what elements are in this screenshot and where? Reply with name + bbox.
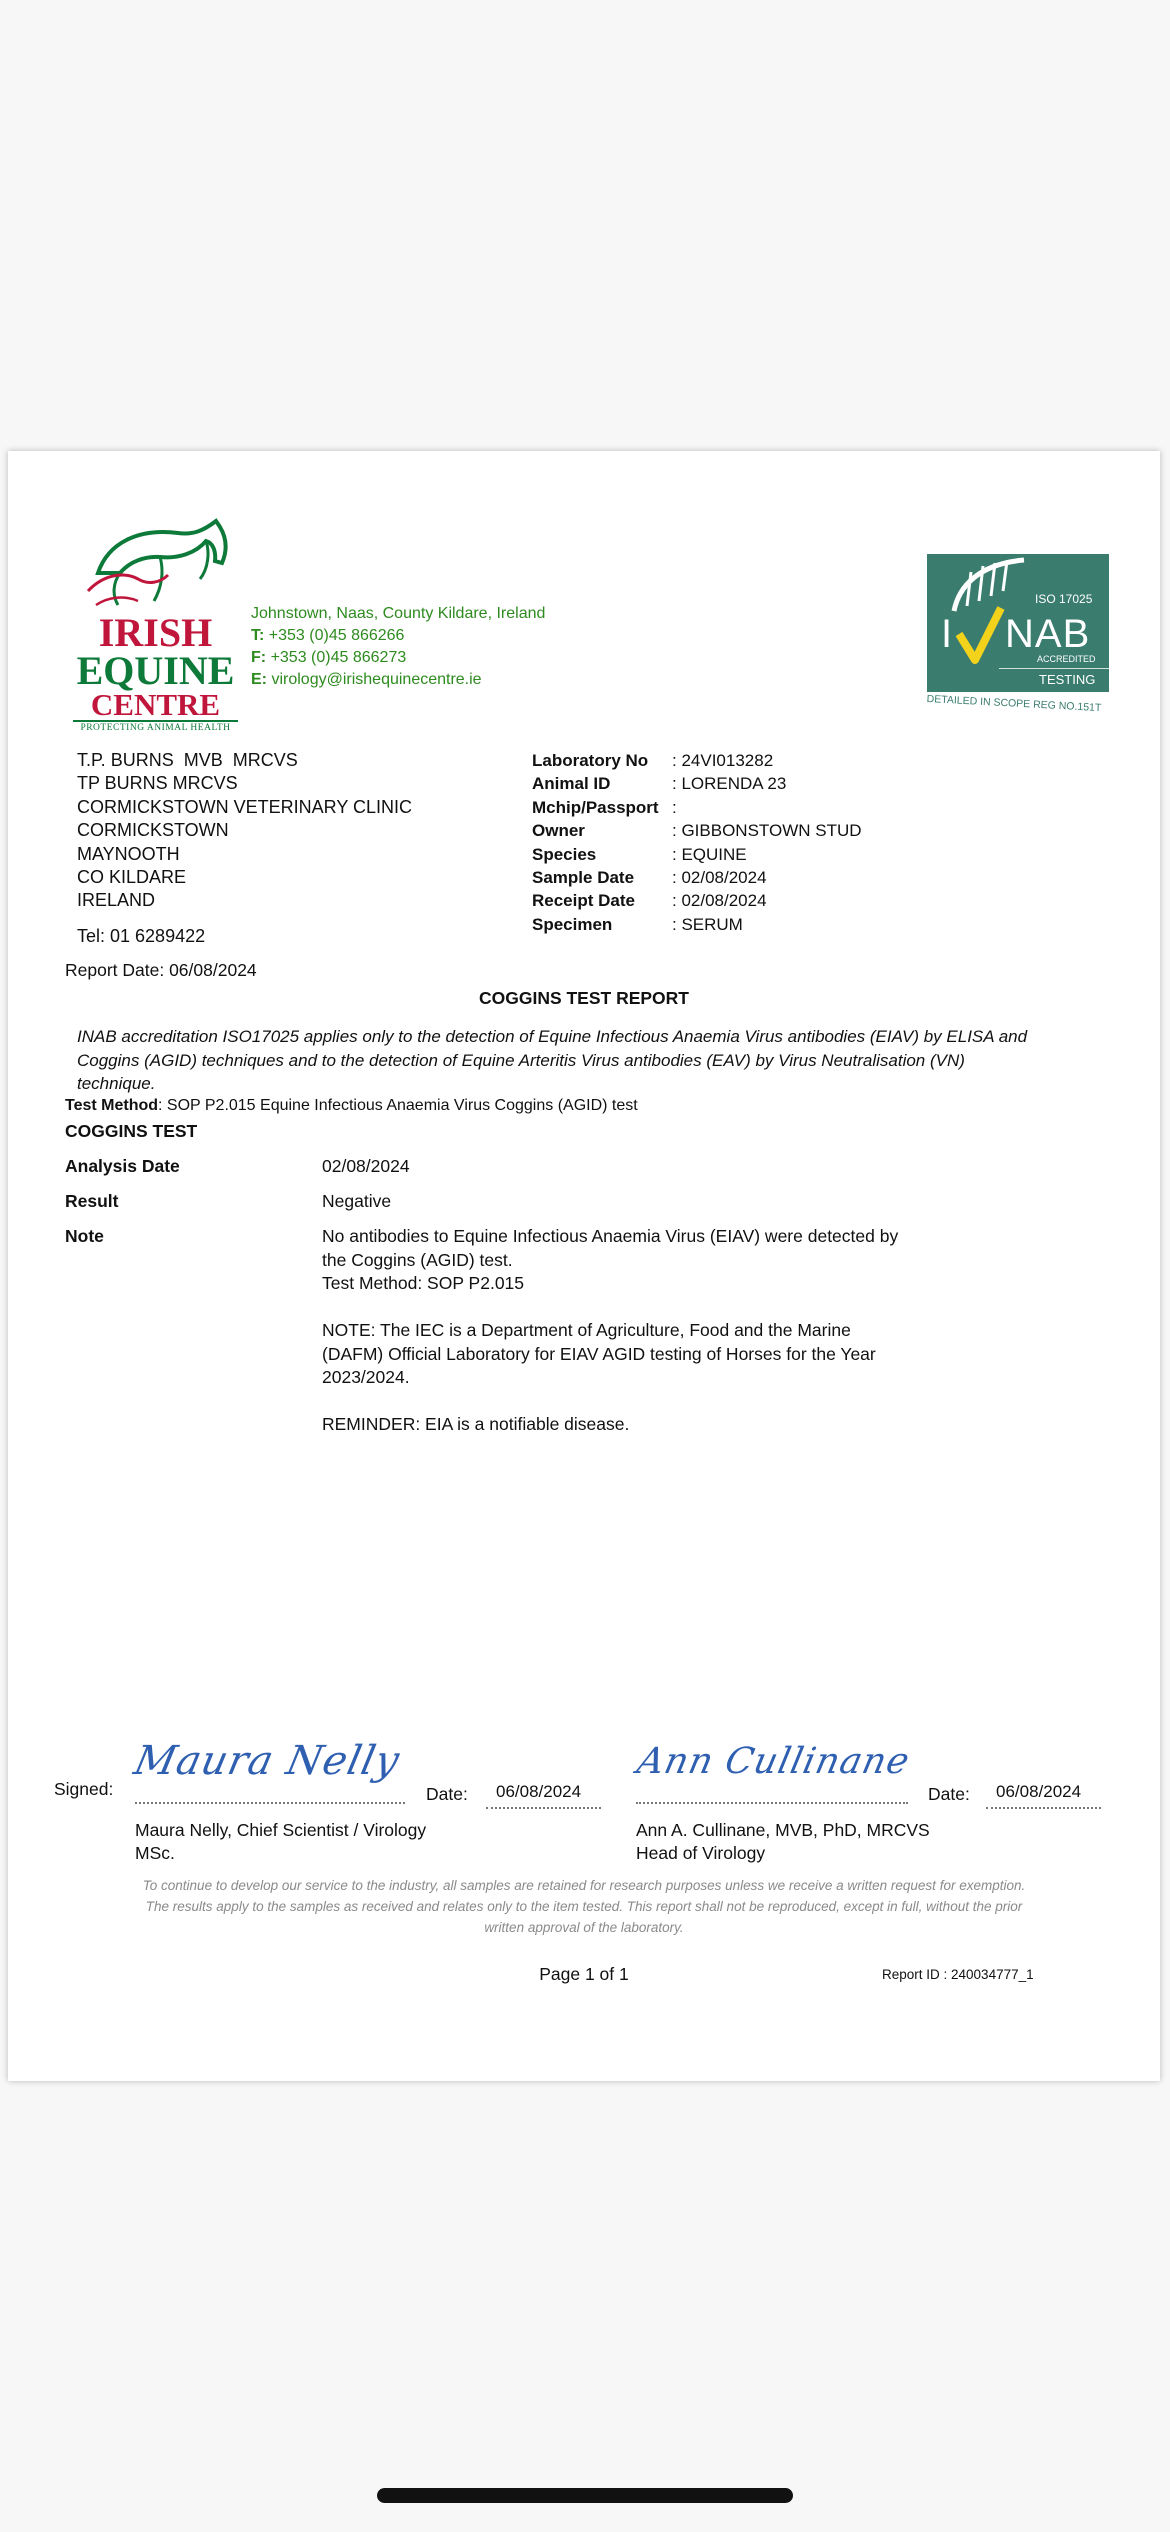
lab-info-label: Receipt Date [532,891,635,911]
inab-badge [926,554,1117,715]
recipient-line: TP BURNS MRCVS [77,773,238,794]
recipient-line: T.P. BURNS MVB MRCVS [77,750,298,770]
disclaimer [48,1875,1120,1938]
logo-irish: IRISH [98,610,213,655]
note-line: the Coggins (AGID) test. [322,1249,513,1270]
test-method-label: Test Method [65,1097,159,1114]
test-method-line [65,1097,638,1115]
recipient-tel: Tel: 01 6289422 [77,925,206,946]
lab-info-row [532,819,862,842]
logo-tagline: PROTECTING ANIMAL HEALTH [80,723,231,733]
analysis-date-label: Analysis Date [65,1156,180,1176]
phone-label: T: [251,627,265,644]
logo-rule [73,720,238,722]
lab-info-value: : SERUM [672,914,743,934]
note-line: 2023/2024. [322,1367,410,1387]
sig2-name: Ann A. Cullinane, MVB, PhD, MRCVS [636,1820,930,1840]
lab-info-row [532,913,862,936]
inab-accredited: ACCREDITED [1037,654,1096,664]
sig2-date-line [986,1807,1101,1809]
home-indicator[interactable] [377,2488,793,2503]
lab-info-value: : EQUINE [672,844,747,864]
lab-info-value: : 02/08/2024 [672,891,767,911]
sig1-name: Maura Nelly, Chief Scientist / Virology [135,1820,427,1840]
lab-info-label: Mchip/Passport [532,797,659,817]
lab-info-value: : GIBBONSTOWN STUD [672,821,862,841]
report-date: Report Date: 06/08/2024 [65,960,257,980]
lab-info-row [532,889,862,912]
result-label: Result [65,1191,119,1211]
fax-label: F: [251,649,267,666]
report-id: Report ID : 240034777_1 [882,1967,1034,1982]
inab-i: I [941,612,953,656]
lab-info-label: Animal ID [532,774,611,794]
sig2-title: Head of Virology [636,1843,766,1863]
contact-phone: +353 (0)45 866266 [268,627,405,644]
sig1-date-line [486,1807,601,1809]
iec-logo [68,513,243,733]
inab-testing-band [999,668,1109,669]
lab-info-row [532,749,862,772]
note-line: NOTE: The IEC is a Department of Agriculture, Food and the Marine [322,1320,851,1340]
sig1-date: 06/08/2024 [496,1782,582,1801]
inab-nab: NAB [1005,612,1091,656]
lab-info-label: Laboratory No [532,751,649,770]
lab-info-row [532,772,862,795]
page-number: Page 1 of 1 [539,1964,629,1984]
note-text [322,1225,942,1437]
lab-info-label: Sample Date [532,868,635,888]
contact-block [251,603,545,691]
sig1-title: MSc. [135,1843,175,1863]
note-line: No antibodies to Equine Infectious Anaemia Virus (EIAV) were detected by [322,1226,899,1246]
lab-info-value: : LORENDA 23 [672,774,787,794]
sig1-date-label: Date: [426,1784,468,1804]
signature-2-line [636,1802,908,1804]
lab-info-label: Specimen [532,914,613,934]
signed-label: Signed: [54,1779,114,1799]
lab-info-row [532,796,862,819]
lab-info-row [532,866,862,889]
recipient-line: IRELAND [77,890,156,911]
recipient-line: MAYNOOTH [77,843,180,864]
accreditation-note: INAB accreditation ISO17025 applies only to the detection of Equine Infectious Anaemia Virus antibodies (EIAV) by ELISA and Coggins (AGID) techniques and to the detection of Equine Arteritis Virus antibodies (EAV) by Virus Neutralisation (VN) technique. [77,1027,1028,1093]
lab-info-row [532,843,862,866]
logo-centre: CENTRE [90,687,221,722]
sig2-date: 06/08/2024 [996,1782,1082,1801]
horse-logo-icon [68,513,243,613]
lab-info-value: : 02/08/2024 [672,868,767,888]
lab-info-value: : 24VI013282 [672,751,774,770]
lab-info-label: Owner [532,821,585,841]
inab-testing: TESTING [1039,672,1096,687]
recipient-line: CORMICKSTOWN VETERINARY CLINIC [77,796,413,817]
disclaimer-line: To continue to develop our service to the industry, all samples are retained for research purposes unless we receive a written request for exemption. [142,1878,1026,1893]
lab-info-label: Species [532,844,597,864]
report-title: COGGINS TEST REPORT [478,988,690,1008]
contact-fax: +353 (0)45 866273 [270,649,407,666]
contact-address: Johnstown, Naas, County Kildare, Ireland [251,605,546,622]
lab-info [532,749,862,936]
disclaimer-line: The results apply to the samples as received and relates only to the item tested. This report shall not be reproduced, except in full, without the prior [145,1899,1023,1914]
analysis-date-value: 02/08/2024 [322,1156,410,1176]
section-title: COGGINS TEST [65,1121,198,1141]
note-label: Note [65,1226,104,1246]
inab-iso: ISO 17025 [1035,592,1093,606]
lab-info-value: : [672,797,677,817]
test-method-value: : SOP P2.015 Equine Infectious Anaemia Virus Coggins (AGID) test [158,1097,638,1114]
note-line: (DAFM) Official Laboratory for EIAV AGID testing of Horses for the Year [322,1343,876,1364]
email-label: E: [251,671,267,688]
signature-1: Maura Nelly [130,1738,404,1784]
result-value: Negative [322,1191,392,1211]
signature-2: Ann Cullinane [633,1741,914,1782]
sig2-date-label: Date: [928,1784,970,1804]
inab-checkmark-icon [955,604,1005,664]
disclaimer-line: written approval of the laboratory. [484,1920,684,1935]
report-document [8,451,1160,2081]
recipient-address [77,749,412,948]
recipient-line: CO KILDARE [77,867,187,888]
contact-email[interactable]: virology@irishequinecentre.ie [271,671,482,688]
note-line: Test Method: SOP P2.015 [322,1273,525,1293]
signature-1-line [135,1802,405,1804]
inab-panel [927,554,1109,692]
inab-scope: DETAILED IN SCOPE REG NO.151T [926,693,1102,715]
recipient-line: CORMICKSTOWN [77,820,229,841]
logo-equine: EQUINE [76,648,235,693]
note-line: REMINDER: EIA is a notifiable disease. [322,1414,630,1434]
